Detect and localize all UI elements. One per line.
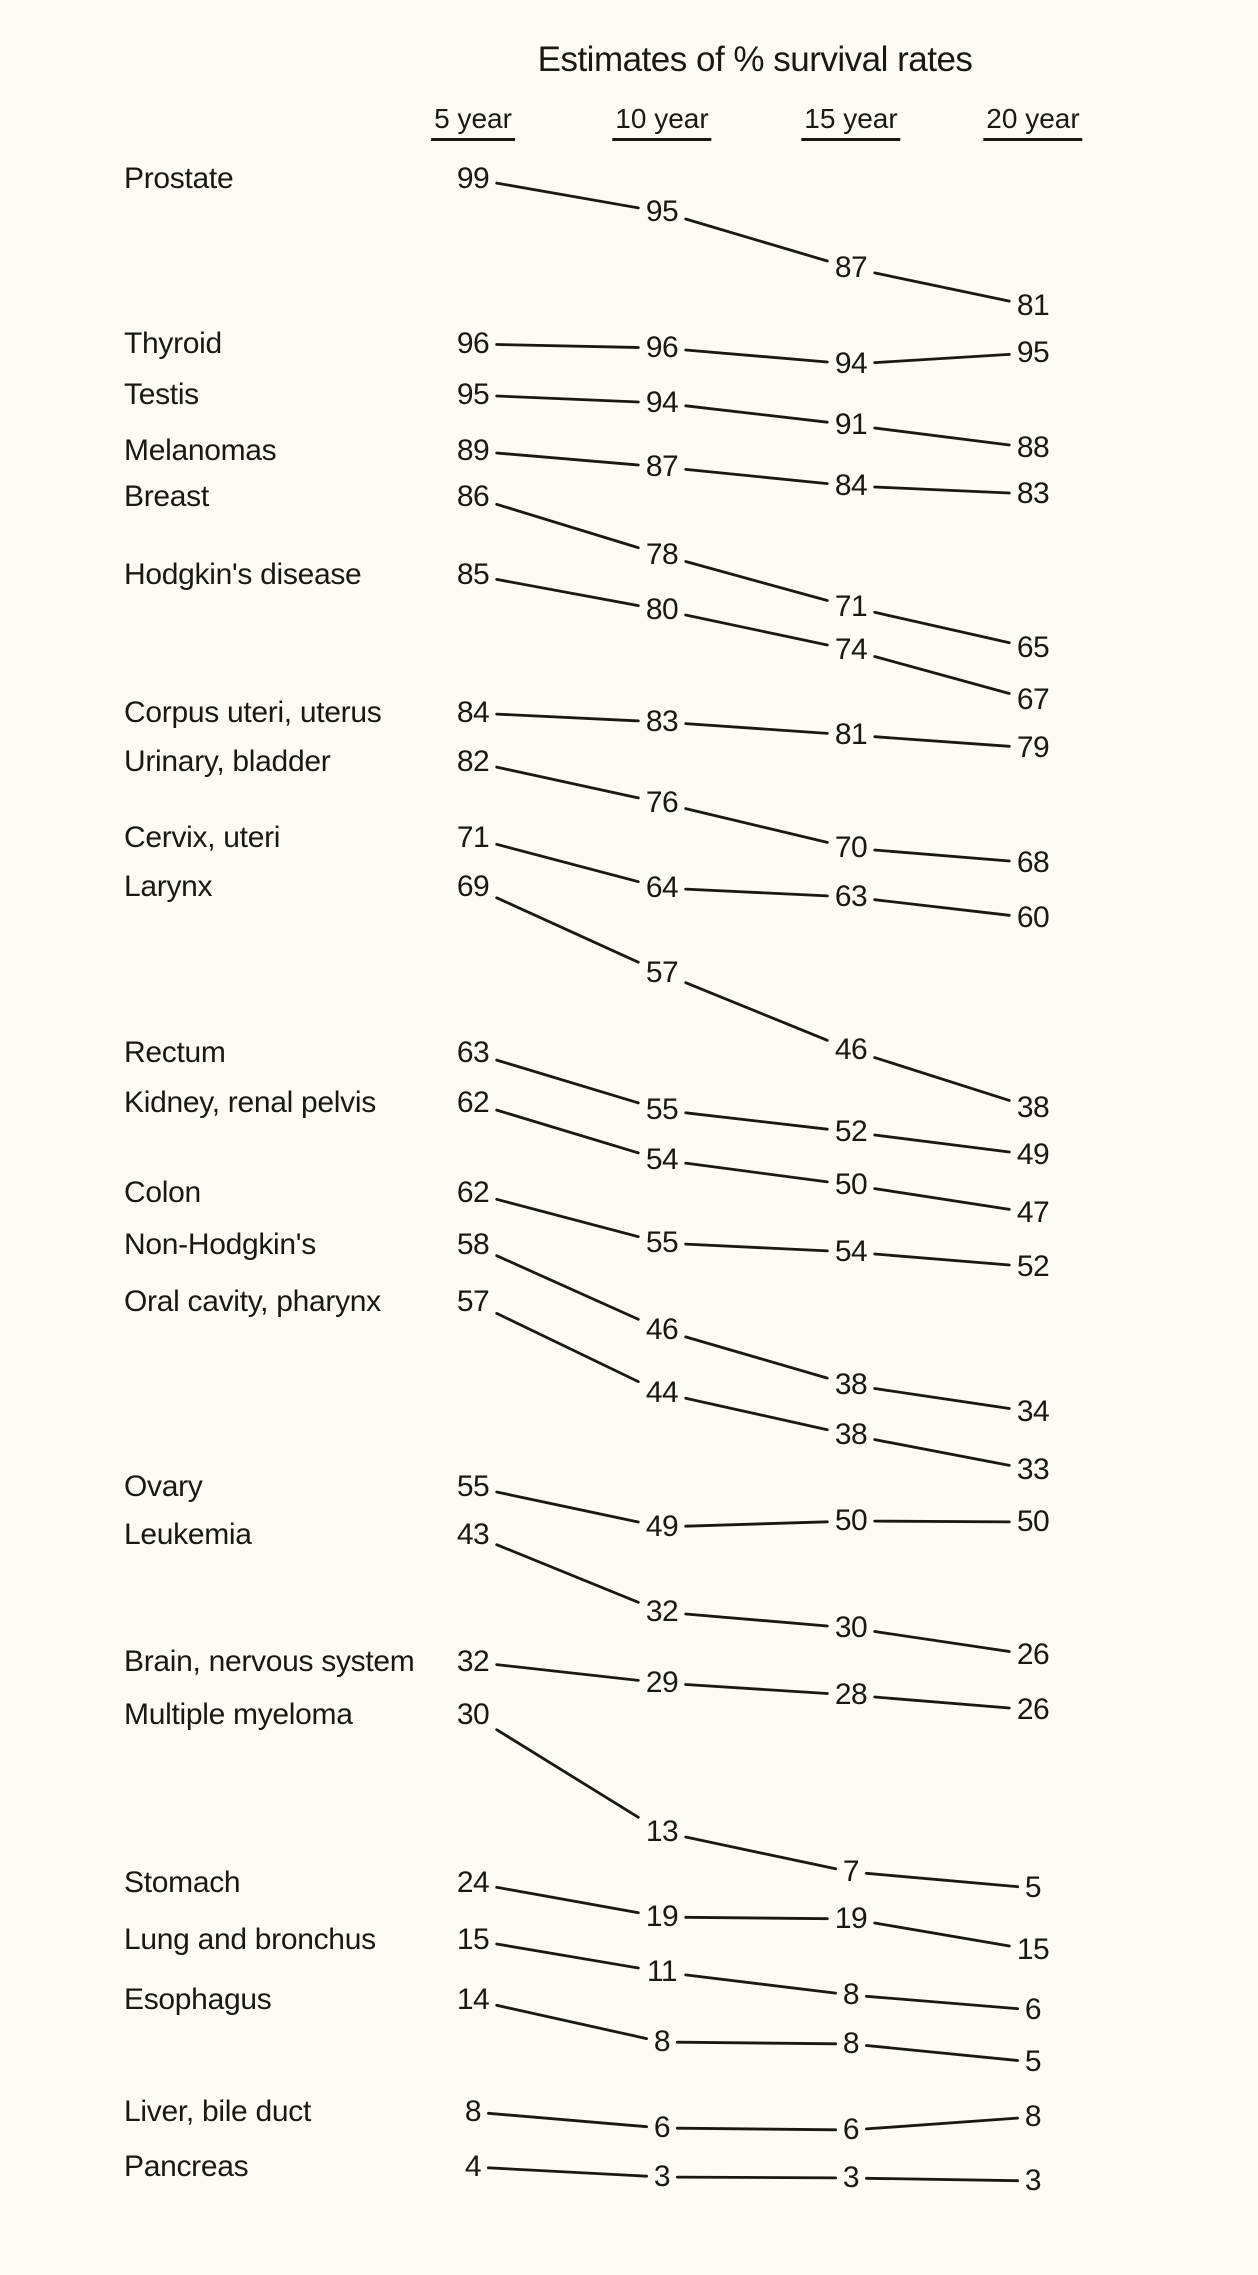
slope-line xyxy=(497,1887,639,1912)
slope-line xyxy=(497,396,639,402)
slope-line xyxy=(875,487,1010,493)
value-label: 63 xyxy=(456,1036,490,1069)
slope-line xyxy=(875,1058,1010,1101)
column-header-15-year: 15 year xyxy=(801,103,900,141)
row-label: Testis xyxy=(124,378,199,411)
slope-line xyxy=(677,2177,835,2178)
value-label: 33 xyxy=(1016,1453,1050,1486)
row-label: Liver, bile duct xyxy=(124,2095,311,2128)
value-label: 5 xyxy=(1024,1871,1042,1904)
value-label: 71 xyxy=(456,821,490,854)
slope-line xyxy=(497,1256,639,1320)
slope-line xyxy=(686,350,828,362)
value-label: 32 xyxy=(645,1595,679,1628)
value-label: 69 xyxy=(456,870,490,903)
value-label: 95 xyxy=(456,378,490,411)
slope-line xyxy=(497,767,639,798)
value-label: 28 xyxy=(834,1678,868,1711)
value-label: 65 xyxy=(1016,631,1050,664)
chart-title: Estimates of % survival rates xyxy=(537,40,973,79)
slope-line xyxy=(875,657,1010,694)
slope-line xyxy=(686,724,828,734)
value-label: 62 xyxy=(456,1086,490,1119)
value-label: 50 xyxy=(834,1504,868,1537)
value-label: 76 xyxy=(645,786,679,819)
slope-line xyxy=(686,1614,828,1626)
slope-line xyxy=(497,1730,639,1818)
row-label: Prostate xyxy=(124,162,234,195)
value-label: 15 xyxy=(1016,1933,1050,1966)
value-label: 81 xyxy=(1016,289,1050,322)
value-label: 83 xyxy=(1016,477,1050,510)
slope-line xyxy=(686,406,828,422)
value-label: 50 xyxy=(1016,1505,1050,1538)
row-label: Brain, nervous system xyxy=(124,1645,415,1678)
slope-line xyxy=(488,2113,646,2126)
slope-line xyxy=(497,1944,639,1968)
value-label: 54 xyxy=(834,1235,868,1268)
value-label: 86 xyxy=(456,480,490,513)
slope-line xyxy=(875,1632,1010,1652)
slope-line xyxy=(497,714,639,721)
row-label: Cervix, uteri xyxy=(124,821,281,854)
slope-line xyxy=(686,615,828,645)
value-label: 64 xyxy=(645,871,679,904)
value-label: 55 xyxy=(645,1226,679,1259)
slope-line xyxy=(875,1440,1010,1466)
value-label: 71 xyxy=(834,590,868,623)
row-label: Oral cavity, pharynx xyxy=(124,1285,381,1318)
value-label: 82 xyxy=(456,745,490,778)
slope-line xyxy=(875,1254,1010,1265)
value-label: 67 xyxy=(1016,683,1050,716)
slope-line xyxy=(875,1923,1010,1946)
slope-line xyxy=(497,1060,639,1103)
row-label: Stomach xyxy=(124,1866,241,1899)
slope-line xyxy=(875,1697,1010,1708)
value-label: 46 xyxy=(834,1033,868,1066)
value-label: 8 xyxy=(842,1978,860,2011)
value-label: 62 xyxy=(456,1176,490,1209)
slope-line xyxy=(677,2128,835,2130)
slope-line xyxy=(488,2168,646,2176)
column-header-20-year: 20 year xyxy=(983,103,1082,141)
value-label: 38 xyxy=(834,1368,868,1401)
slope-line xyxy=(686,1522,828,1526)
value-label: 8 xyxy=(842,2027,860,2060)
value-label: 89 xyxy=(456,434,490,467)
value-label: 85 xyxy=(456,558,490,591)
slope-line xyxy=(497,183,639,208)
slope-line xyxy=(875,1135,1010,1152)
value-label: 7 xyxy=(842,1855,860,1888)
slope-line xyxy=(686,219,828,261)
value-label: 6 xyxy=(842,2113,860,2146)
value-label: 26 xyxy=(1016,1693,1050,1726)
slope-line xyxy=(686,1113,828,1129)
slope-line xyxy=(866,2178,1017,2180)
slope-line xyxy=(875,354,1010,362)
slope-line xyxy=(686,1917,828,1918)
value-label: 49 xyxy=(1016,1138,1050,1171)
slope-line xyxy=(866,2118,1017,2129)
value-label: 50 xyxy=(834,1168,868,1201)
row-label: Non-Hodgkin's xyxy=(124,1228,316,1261)
row-label: Esophagus xyxy=(124,1983,272,2016)
slope-line xyxy=(497,453,639,465)
value-label: 3 xyxy=(842,2161,860,2194)
value-label: 60 xyxy=(1016,901,1050,934)
slope-line xyxy=(866,1873,1017,1886)
value-label: 55 xyxy=(645,1093,679,1126)
slope-line xyxy=(875,1521,1010,1522)
value-label: 54 xyxy=(645,1143,679,1176)
value-label: 19 xyxy=(645,1900,679,1933)
value-label: 30 xyxy=(456,1698,490,1731)
value-label: 81 xyxy=(834,718,868,751)
value-label: 79 xyxy=(1016,731,1050,764)
slope-line xyxy=(866,2046,1017,2061)
slope-line xyxy=(875,850,1010,861)
slope-line xyxy=(875,900,1010,916)
value-label: 47 xyxy=(1016,1196,1050,1229)
value-label: 94 xyxy=(834,347,868,380)
slope-line xyxy=(686,809,828,843)
row-label: Pancreas xyxy=(124,2150,249,2183)
row-label: Rectum xyxy=(124,1036,226,1069)
row-label: Multiple myeloma xyxy=(124,1698,353,1731)
value-label: 3 xyxy=(1024,2164,1042,2197)
value-label: 55 xyxy=(456,1470,490,1503)
slope-line xyxy=(497,1199,639,1236)
value-label: 8 xyxy=(653,2025,671,2058)
slope-line xyxy=(686,1837,836,1869)
slope-line xyxy=(875,737,1010,747)
value-label: 52 xyxy=(834,1115,868,1148)
value-label: 6 xyxy=(653,2111,671,2144)
slope-line xyxy=(497,844,639,881)
slope-line xyxy=(497,1665,639,1681)
slope-line xyxy=(497,345,639,348)
value-label: 74 xyxy=(834,633,868,666)
row-label: Hodgkin's disease xyxy=(124,558,362,591)
value-label: 88 xyxy=(1016,431,1050,464)
slope-line xyxy=(497,1110,639,1153)
slope-line xyxy=(497,2005,647,2038)
value-label: 83 xyxy=(645,705,679,738)
value-label: 78 xyxy=(645,538,679,571)
row-label: Corpus uteri, uterus xyxy=(124,696,382,729)
value-label: 91 xyxy=(834,408,868,441)
value-label: 46 xyxy=(645,1313,679,1346)
slope-line xyxy=(686,1685,828,1694)
value-label: 70 xyxy=(834,831,868,864)
value-label: 57 xyxy=(456,1285,490,1318)
row-label: Thyroid xyxy=(124,327,222,360)
value-label: 38 xyxy=(1016,1091,1050,1124)
value-label: 44 xyxy=(645,1376,679,1409)
value-label: 49 xyxy=(645,1510,679,1543)
value-label: 8 xyxy=(464,2095,482,2128)
slope-line xyxy=(875,1189,1010,1210)
slope-line xyxy=(686,1163,828,1182)
slope-line xyxy=(497,898,639,962)
value-label: 8 xyxy=(1024,2100,1042,2133)
value-label: 15 xyxy=(456,1923,490,1956)
value-label: 13 xyxy=(645,1815,679,1848)
value-label: 96 xyxy=(456,327,490,360)
slope-line xyxy=(686,983,828,1041)
slope-line xyxy=(497,1492,639,1522)
value-label: 24 xyxy=(456,1866,490,1899)
value-label: 26 xyxy=(1016,1638,1050,1671)
slope-line xyxy=(497,1545,639,1603)
slope-line xyxy=(866,1996,1017,2008)
value-label: 52 xyxy=(1016,1250,1050,1283)
value-label: 94 xyxy=(645,386,679,419)
slope-line xyxy=(686,1398,828,1429)
value-label: 3 xyxy=(653,2160,671,2193)
value-label: 32 xyxy=(456,1645,490,1678)
slope-line xyxy=(497,504,639,547)
slope-line xyxy=(686,1975,836,1993)
value-label: 84 xyxy=(834,469,868,502)
row-label: Breast xyxy=(124,480,209,513)
row-label: Colon xyxy=(124,1176,201,1209)
value-label: 80 xyxy=(645,593,679,626)
value-label: 19 xyxy=(834,1902,868,1935)
row-label: Ovary xyxy=(124,1470,203,1503)
value-label: 84 xyxy=(456,696,490,729)
value-label: 14 xyxy=(456,1983,490,2016)
slope-line xyxy=(497,1313,639,1381)
value-label: 99 xyxy=(456,162,490,195)
row-label: Kidney, renal pelvis xyxy=(124,1086,376,1119)
slope-line xyxy=(686,469,828,483)
value-label: 87 xyxy=(645,450,679,483)
value-label: 63 xyxy=(834,880,868,913)
slope-line xyxy=(677,2042,835,2044)
slope-line xyxy=(497,579,639,605)
slope-line xyxy=(875,428,1010,445)
slope-line xyxy=(875,612,1010,642)
row-label: Urinary, bladder xyxy=(124,745,331,778)
value-label: 29 xyxy=(645,1666,679,1699)
row-label: Melanomas xyxy=(124,434,277,467)
value-label: 5 xyxy=(1024,2045,1042,2078)
row-label: Larynx xyxy=(124,870,213,903)
slope-line xyxy=(686,562,828,601)
slope-line xyxy=(875,273,1010,301)
value-label: 68 xyxy=(1016,846,1050,879)
slope-line xyxy=(875,1389,1010,1409)
slope-line xyxy=(686,1337,828,1378)
row-label: Lung and bronchus xyxy=(124,1923,376,1956)
value-label: 6 xyxy=(1024,1993,1042,2026)
value-label: 11 xyxy=(646,1955,678,1988)
value-label: 87 xyxy=(834,251,868,284)
value-label: 95 xyxy=(1016,336,1050,369)
value-label: 57 xyxy=(645,956,679,989)
value-label: 30 xyxy=(834,1611,868,1644)
column-header-10-year: 10 year xyxy=(612,103,711,141)
value-label: 4 xyxy=(464,2150,482,2183)
column-header-5-year: 5 year xyxy=(431,103,515,141)
row-label: Leukemia xyxy=(124,1518,252,1551)
slope-line xyxy=(686,1244,828,1251)
value-label: 95 xyxy=(645,195,679,228)
value-label: 58 xyxy=(456,1228,490,1261)
value-label: 34 xyxy=(1016,1395,1050,1428)
value-label: 38 xyxy=(834,1418,868,1451)
value-label: 96 xyxy=(645,331,679,364)
slope-line xyxy=(686,889,828,896)
value-label: 43 xyxy=(456,1518,490,1551)
